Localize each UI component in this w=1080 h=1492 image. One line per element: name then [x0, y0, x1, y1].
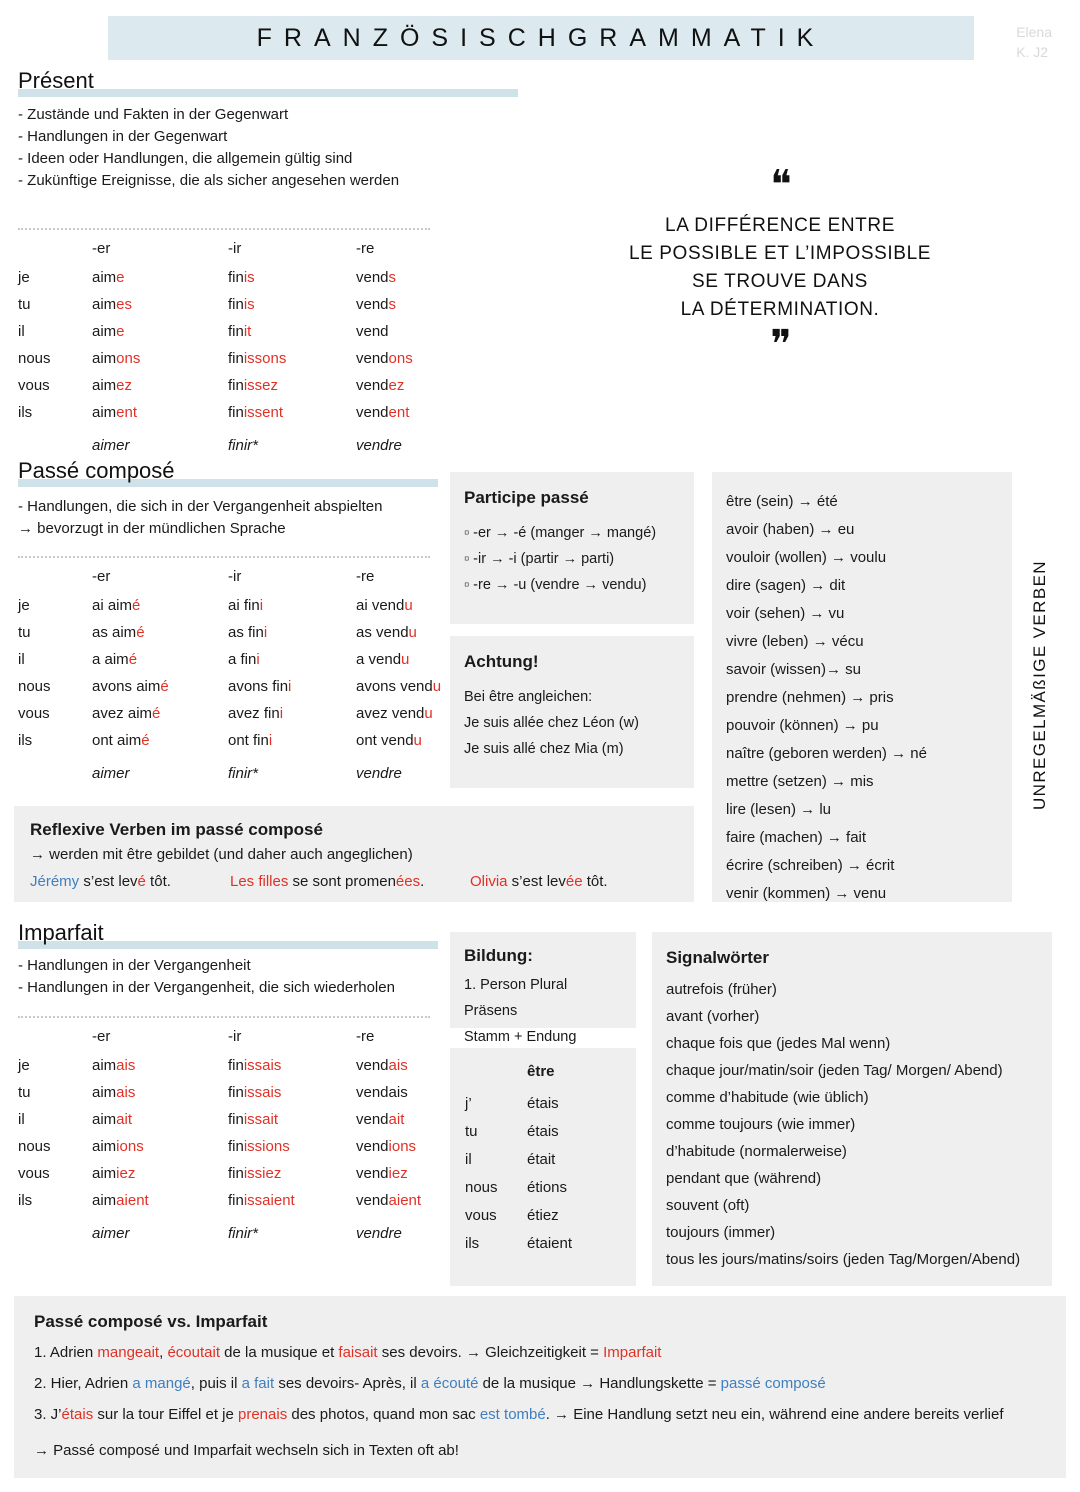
verb-form: as fini — [228, 624, 268, 641]
pronoun: tu — [18, 1084, 31, 1101]
verb-form: étais — [527, 1123, 559, 1140]
imp-col-header: -er — [92, 1028, 111, 1045]
verb-form: a aimé — [92, 651, 138, 668]
verb-form: avez vendu — [356, 705, 433, 722]
participe-title: Participe passé — [464, 488, 589, 507]
achtung-line: Je suis allée chez Léon (w) — [464, 715, 639, 731]
table-row — [18, 404, 413, 431]
verb-form: ai aimé — [92, 597, 141, 614]
passe-compose-bullets — [18, 496, 382, 540]
pronoun: nous — [18, 1138, 51, 1155]
table-row — [464, 1206, 573, 1234]
table-row — [18, 651, 441, 678]
verb-form: finissiez — [228, 1165, 282, 1182]
comparison-line-2: 2. Hier, Adrien a mangé, puis il a fait ses devoirs- Après, il a écouté de la musique → Handlungskette = passé composé — [34, 1375, 826, 1392]
bildung-box — [450, 932, 636, 1045]
verb-form: ai fini — [228, 597, 264, 614]
participe-rule: ▫ -re → -u (vendre → vendu) — [464, 577, 647, 593]
irregular-verb: lire (lesen) → lu — [726, 801, 832, 818]
achtung-line: Bei être angleichen: — [464, 689, 593, 705]
comparison-line-1: 1. Adrien mangeait, écoutait de la musique et faisait ses devoirs. → Gleichzeitigkeit = Imparfait — [34, 1344, 662, 1361]
verb-form: aimait — [92, 1111, 133, 1128]
infinitive: vendre — [356, 437, 402, 454]
pronoun: ils — [18, 404, 33, 421]
passe-compose-divider — [18, 556, 430, 558]
verb-form: avez aimé — [92, 705, 161, 722]
verb-form: avons aimé — [92, 678, 169, 695]
signal-word: chaque fois que (jedes Mal wenn) — [666, 1035, 891, 1052]
verb-form: ont fini — [228, 732, 273, 749]
pronoun: nous — [18, 678, 51, 695]
reflexive-title: Reflexive Verben im passé composé — [30, 820, 323, 839]
infinitive: vendre — [356, 1225, 402, 1242]
imparfait-bullets — [18, 955, 395, 999]
table-row — [464, 1178, 573, 1206]
irregular-verb: être (sein) → été — [726, 493, 838, 510]
verb-form: aimais — [92, 1084, 136, 1101]
table-row — [18, 1111, 421, 1138]
verb-form: aime — [92, 323, 125, 340]
present-divider — [18, 228, 430, 230]
irregular-verb: vouloir (wollen) → voulu — [726, 549, 887, 566]
verb-form: étions — [527, 1179, 568, 1196]
irregular-verb: savoir (wissen)→ su — [726, 661, 862, 678]
participe-rule: ▫ -er → -é (manger → mangé) — [464, 525, 657, 541]
etre-header: être — [527, 1063, 555, 1080]
verb-form: avez fini — [228, 705, 284, 722]
bildung-title: Bildung: — [464, 946, 533, 965]
verb-form: aimez — [92, 377, 133, 394]
verb-form: étaient — [527, 1235, 573, 1252]
irregular-verb: avoir (haben) → eu — [726, 521, 855, 538]
irregular-verb: venir (kommen) → venu — [726, 885, 887, 902]
table-row — [464, 1234, 573, 1253]
infinitive: aimer — [92, 1225, 130, 1242]
imparfait-bullet: - Handlungen in der Vergangenheit — [18, 957, 251, 974]
reflexive-examples — [30, 873, 678, 893]
verb-form: vendaient — [356, 1192, 422, 1209]
verb-form: finis — [228, 296, 255, 313]
verb-form: était — [527, 1151, 556, 1168]
author-credit — [1016, 22, 1052, 62]
verb-form: vendiez — [356, 1165, 408, 1182]
etre-imparfait-box — [450, 1048, 636, 1286]
table-row — [18, 1192, 421, 1219]
present-bullet: - Handlungen in der Gegenwart — [18, 128, 228, 145]
passe-compose-bullet: → bevorzugt in der mündlichen Sprache — [18, 520, 286, 537]
irregular-verb: voir (sehen) → vu — [726, 605, 845, 622]
pronoun: tu — [465, 1123, 478, 1140]
pc-col-header: -er — [92, 568, 111, 585]
irregular-verb: pouvoir (können) → pu — [726, 717, 879, 734]
verb-form: aimions — [92, 1138, 144, 1155]
imparfait-bullet: - Handlungen in der Vergangenheit, die sich wiederholen — [18, 979, 395, 996]
pronoun: tu — [18, 624, 31, 641]
participe-passe-box — [450, 472, 694, 624]
verb-form: finissaient — [228, 1192, 295, 1209]
pronoun: j’ — [465, 1095, 472, 1112]
present-bullets — [18, 104, 399, 192]
author-line-2: K. J2 — [1016, 44, 1049, 60]
verb-form: aiment — [92, 404, 138, 421]
verb-form: étais — [527, 1095, 559, 1112]
imp-col-header: -ir — [228, 1028, 242, 1045]
verb-form: finit — [228, 323, 252, 340]
pronoun: il — [18, 1111, 25, 1128]
participe-rule: ▫ -ir → -i (partir → parti) — [464, 551, 615, 567]
verb-form: ai vendu — [356, 597, 413, 614]
signal-word: avant (vorher) — [666, 1008, 760, 1025]
verb-form: vendent — [356, 404, 410, 421]
present-bullet: - Zukünftige Ereignisse, die als sicher angesehen werden — [18, 172, 400, 189]
pc-col-header: -ir — [228, 568, 242, 585]
present-bullet: - Zustände und Fakten in der Gegenwart — [18, 106, 289, 123]
section-heading-present — [18, 68, 94, 94]
signal-word: chaque jour/matin/soir (jeden Tag/ Morgen/ Abend) — [666, 1062, 1003, 1079]
present-col-header: -re — [356, 240, 375, 257]
irregular-verb: vivre (leben) → vécu — [726, 633, 864, 650]
pronoun: il — [18, 651, 25, 668]
table-row-infinitives — [18, 759, 441, 792]
table-row-infinitives — [18, 1219, 421, 1252]
pc-col-header: -re — [356, 568, 375, 585]
table-row — [18, 732, 441, 759]
pronoun: il — [465, 1151, 472, 1168]
verb-form: vendait — [356, 1111, 405, 1128]
pronoun: nous — [465, 1179, 498, 1196]
verb-form: aimaient — [92, 1192, 149, 1209]
comparison-line-3: 3. J’étais sur la tour Eiffel et je prenais des photos, quand mon sac est tombé. → Eine Handlung setzt neu ein, während eine andere bereits verlief — [34, 1406, 1004, 1423]
irregular-verbs-side-label: UNREGELMÄßIGE VERBEN — [1030, 560, 1049, 810]
verb-form: avons vendu — [356, 678, 442, 695]
infinitive: finir* — [228, 437, 259, 454]
reflexive-example-1: Jérémy s’est levé tôt. — [30, 873, 171, 890]
table-row — [464, 1094, 573, 1122]
verb-form: étiez — [527, 1207, 559, 1224]
comparison-box — [14, 1296, 1066, 1478]
table-row — [18, 377, 413, 404]
verb-form: vendais — [356, 1057, 408, 1074]
reflexive-example-3: Olivia s’est levée tôt. — [470, 873, 608, 890]
verb-form: a fini — [228, 651, 260, 668]
verb-form: vendions — [356, 1138, 417, 1155]
verb-form: aimais — [92, 1057, 136, 1074]
comparison-footer: → Passé composé und Imparfait wechseln sich in Texten oft ab! — [34, 1442, 459, 1459]
irregular-verb: prendre (nehmen) → pris — [726, 689, 894, 706]
passe-compose-bullet: - Handlungen, die sich in der Vergangenheit abspielten — [18, 498, 383, 515]
quote-block — [560, 163, 1000, 367]
irregular-verb: naître (geboren werden) → né — [726, 745, 927, 762]
signal-word: autrefois (früher) — [666, 981, 777, 998]
signal-word: d’habitude (normalerweise) — [666, 1143, 847, 1160]
table-row — [18, 1057, 421, 1084]
table-row — [18, 1165, 421, 1192]
signal-word: comme d’habitude (wie üblich) — [666, 1089, 869, 1106]
verb-form: finissions — [228, 1138, 290, 1155]
infinitive: aimer — [92, 437, 130, 454]
table-row — [18, 1138, 421, 1165]
present-conjugation-table — [18, 240, 413, 464]
verb-form: a vendu — [356, 651, 410, 668]
signalwoerter-title: Signalwörter — [666, 948, 769, 967]
verb-form: aimiez — [92, 1165, 136, 1182]
verb-form: finissent — [228, 404, 284, 421]
verb-form: finissais — [228, 1057, 282, 1074]
signal-word: toujours (immer) — [666, 1224, 776, 1241]
verb-form: vends — [356, 269, 397, 286]
pronoun: ils — [18, 732, 33, 749]
reflexive-verbs-box — [14, 806, 694, 902]
verb-form: aime — [92, 269, 125, 286]
pronoun: ils — [465, 1235, 480, 1252]
table-row — [18, 678, 441, 705]
bildung-line: Stamm + Endung — [464, 1029, 577, 1045]
page-title: FRANZÖSISCHGRAMMATIK — [256, 24, 826, 52]
pronoun: je — [18, 1057, 30, 1074]
author-line-1: Elena — [1016, 24, 1052, 40]
quote-line: SE TROUVE DANS — [692, 271, 868, 292]
quote-line: LA DÉTERMINATION. — [680, 299, 880, 320]
present-col-header: -er — [92, 240, 111, 257]
irregular-verb: faire (machen) → fait — [726, 829, 867, 846]
table-row — [18, 269, 413, 296]
verb-form: finissait — [228, 1111, 279, 1128]
irregular-verb: dire (sagen) → dit — [726, 577, 846, 594]
present-heading-text: Présent — [18, 68, 94, 93]
table-row — [18, 323, 413, 350]
irregular-verbs-box — [712, 472, 1012, 902]
table-row — [18, 350, 413, 377]
signal-word: pendant que (während) — [666, 1170, 822, 1187]
imparfait-divider — [18, 1016, 430, 1018]
passe-compose-conjugation-table — [18, 568, 441, 792]
pronoun: il — [18, 323, 25, 340]
quote-line: LA DIFFÉRENCE ENTRE — [665, 215, 895, 236]
pronoun: je — [18, 597, 30, 614]
verb-form: ont vendu — [356, 732, 422, 749]
passe-compose-heading-text: Passé composé — [18, 458, 175, 483]
verb-form: vend — [356, 323, 389, 340]
quote-close-icon: ❞ — [770, 323, 790, 367]
verb-form: finissons — [228, 350, 287, 367]
verb-form: vendons — [356, 350, 413, 367]
verb-form: finissez — [228, 377, 279, 394]
verb-form: finissais — [228, 1084, 282, 1101]
verb-form: as aimé — [92, 624, 145, 641]
table-row — [18, 705, 441, 732]
comparison-title: Passé composé vs. Imparfait — [34, 1312, 268, 1331]
verb-form: vends — [356, 296, 397, 313]
table-row — [464, 1122, 573, 1150]
signal-word: tous les jours/matins/soirs (jeden Tag/Morgen/Abend) — [666, 1251, 1021, 1268]
bildung-line: 1. Person Plural Präsens — [464, 977, 568, 1019]
pronoun: je — [18, 269, 30, 286]
table-row — [18, 624, 441, 651]
irregular-verb: mettre (setzen) → mis — [726, 773, 874, 790]
table-row — [18, 597, 441, 624]
signal-word: comme toujours (wie immer) — [666, 1116, 856, 1133]
pronoun: ils — [18, 1192, 33, 1209]
reflexive-example-2: Les filles se sont promenées. — [230, 873, 425, 890]
pronoun: vous — [18, 377, 50, 394]
pronoun: vous — [18, 1165, 50, 1182]
irregular-verb: écrire (schreiben) → écrit — [726, 857, 895, 874]
present-bullet: - Ideen oder Handlungen, die allgemein gültig sind — [18, 150, 353, 167]
table-row — [18, 1084, 421, 1111]
achtung-box — [450, 636, 694, 788]
verb-form: aimes — [92, 296, 133, 313]
section-heading-passe-compose — [18, 458, 175, 484]
quote-line: LE POSSIBLE ET L’IMPOSSIBLE — [628, 243, 932, 264]
verb-form: aimons — [92, 350, 141, 367]
quote-open-icon: ❝ — [770, 163, 790, 207]
table-row — [18, 296, 413, 323]
reflexive-subtitle: → werden mit être gebildet (und daher auch angeglichen) — [30, 846, 413, 863]
achtung-line: Je suis allé chez Mia (m) — [464, 741, 624, 757]
pronoun: vous — [18, 705, 50, 722]
pronoun: nous — [18, 350, 51, 367]
section-heading-imparfait — [18, 920, 104, 946]
pronoun: tu — [18, 296, 31, 313]
imparfait-conjugation-table — [18, 1028, 421, 1252]
imp-col-header: -re — [356, 1028, 375, 1045]
verb-form: avons fini — [228, 678, 292, 695]
signal-word: souvent (oft) — [666, 1197, 750, 1214]
signalwoerter-box — [652, 932, 1052, 1286]
verb-form: finis — [228, 269, 255, 286]
imparfait-heading-text: Imparfait — [18, 920, 104, 945]
verb-form: vendez — [356, 377, 405, 394]
infinitive: vendre — [356, 765, 402, 782]
achtung-title: Achtung! — [464, 652, 539, 671]
present-col-header: -ir — [228, 240, 242, 257]
infinitive: aimer — [92, 765, 130, 782]
infinitive: finir* — [228, 1225, 259, 1242]
table-row — [464, 1150, 573, 1178]
verb-form: ont aimé — [92, 732, 150, 749]
pronoun: vous — [465, 1207, 497, 1224]
verb-form: as vendu — [356, 624, 417, 641]
infinitive: finir* — [228, 765, 259, 782]
verb-form: vendais — [356, 1084, 408, 1101]
